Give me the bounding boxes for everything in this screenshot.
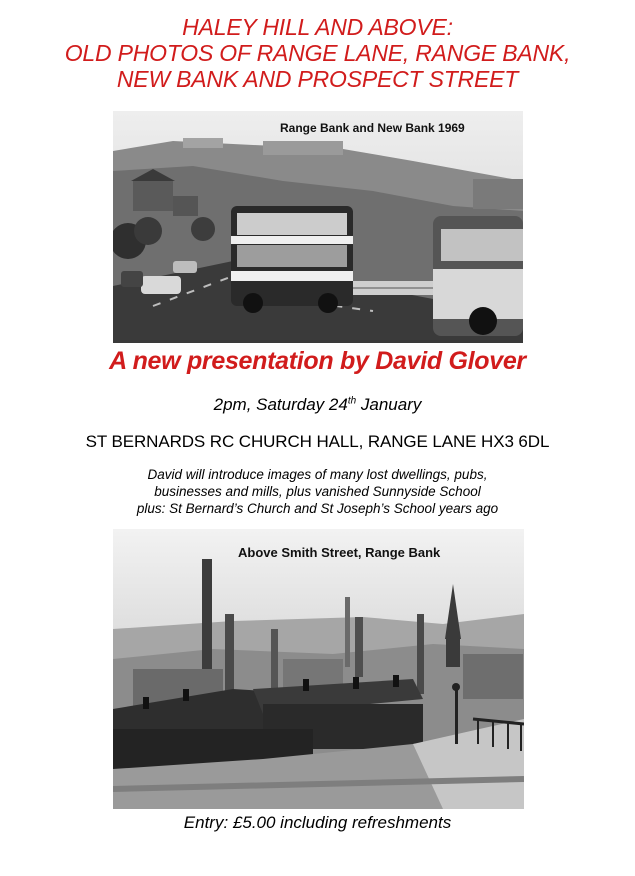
- event-date-month: January: [356, 395, 422, 414]
- event-date-time: [0, 395, 635, 415]
- event-description: [0, 466, 635, 517]
- description-line-2: businesses and mills, plus vanished Sunnyside School: [154, 484, 481, 499]
- photo2-caption: Above Smith Street, Range Bank: [238, 545, 441, 560]
- photo-smith-street: [113, 529, 524, 809]
- presentation-subtitle: A new presentation by David Glover: [109, 347, 526, 375]
- title-line-3: NEW BANK AND PROSPECT STREET: [116, 66, 519, 92]
- photo-range-bank-illustration: [113, 111, 523, 343]
- photo1-caption: Range Bank and New Bank 1969: [280, 121, 465, 135]
- event-venue: ST BERNARDS RC CHURCH HALL, RANGE LANE HX3 6DL: [85, 432, 550, 451]
- title-line-1: HALEY HILL AND ABOVE:: [182, 14, 453, 40]
- photo-range-bank-buses: [113, 111, 523, 343]
- event-date-prefix: 2pm, Saturday 24: [213, 395, 348, 414]
- event-date-ordinal: th: [347, 395, 357, 407]
- description-line-3: plus: St Bernard’s Church and St Joseph’s School years ago: [136, 501, 499, 516]
- poster-title: [0, 14, 635, 92]
- description-line-1: David will introduce images of many lost dwellings, pubs,: [147, 467, 488, 482]
- photo-smith-street-illustration: [113, 529, 524, 809]
- entry-price: Entry: £5.00 including refreshments: [183, 813, 452, 832]
- title-line-2: OLD PHOTOS OF RANGE LANE, RANGE BANK,: [64, 40, 571, 66]
